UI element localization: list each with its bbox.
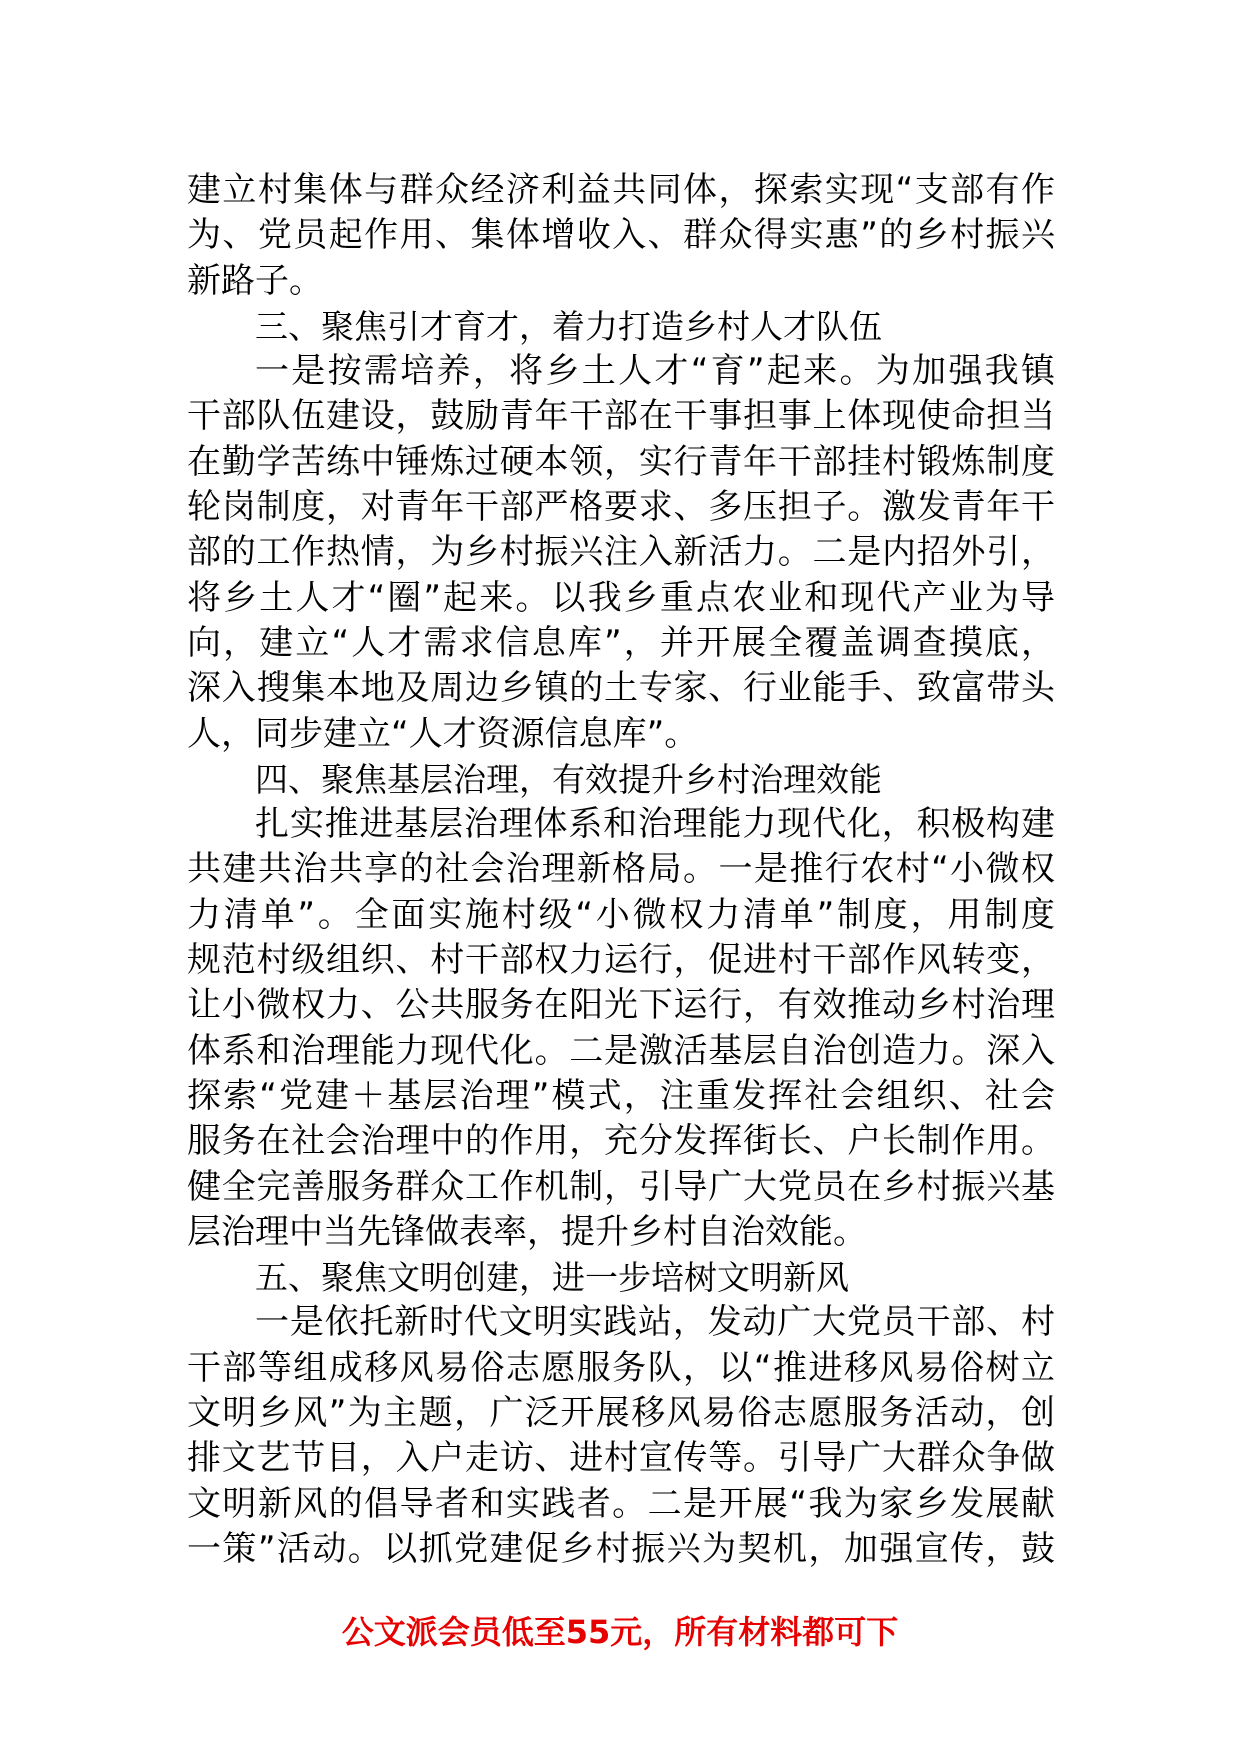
body-line-13: 人，同步建立“人才资源信息库”。 (187, 713, 699, 754)
body-line-21: 探索“党建＋基层治理”模式，注重发挥社会组织、社会 (187, 1075, 1055, 1116)
body-line-19: 让小微权力、公共服务在阳光下运行，有效推动乡村治理 (187, 985, 1055, 1026)
section-heading-5: 五、聚焦文明创建，进一步培树文明新风 (255, 1258, 849, 1298)
body-line-30: 文明新风的倡导者和实践者。二是开展“我为家乡发展献 (187, 1483, 1055, 1524)
body-line-15: 扎实推进基层治理体系和治理能力现代化，积极构建 (255, 804, 1055, 845)
body-line-12: 深入搜集本地及周边乡镇的土专家、行业能手、致富带头 (187, 668, 1055, 709)
section-heading-3: 三、聚焦引才育才，着力打造乡村人才队伍 (255, 306, 882, 346)
promo-footer-note: 公文派会员低至55元，所有材料都可下 (341, 1613, 899, 1651)
body-line-9: 部的工作热情，为乡村振兴注入新活力。二是内招外引， (187, 532, 1055, 573)
body-line-27: 干部等组成移风易俗志愿服务队，以“推进移风易俗树立 (187, 1347, 1055, 1388)
body-line-17: 力清单”。全面实施村级“小微权力清单”制度，用制度 (187, 894, 1055, 935)
body-line-31: 一策”活动。以抓党建促乡村振兴为契机，加强宣传，鼓 (187, 1528, 1055, 1569)
body-line-26: 一是依托新时代文明实践站，发动广大党员干部、村 (255, 1302, 1055, 1343)
body-line-6: 干部队伍建设，鼓励青年干部在干事担事上体现使命担当 (187, 396, 1055, 437)
body-line-3: 新路子。 (187, 260, 323, 301)
section-heading-4: 四、聚焦基层治理，有效提升乡村治理效能 (255, 759, 882, 799)
body-line-7: 在勤学苦练中锤炼过硬本领，实行青年干部挂村锻炼制度 (187, 441, 1055, 482)
body-line-2: 为、党员起作用、集体增收入、群众得实惠”的乡村振兴 (187, 215, 1055, 256)
document-body (187, 168, 1055, 1572)
body-line-23: 健全完善服务群众工作机制，引导广大党员在乡村振兴基 (187, 1166, 1055, 1207)
body-line-24: 层治理中当先锋做表率，提升乡村自治效能。 (187, 1211, 867, 1252)
body-line-11: 向，建立“人才需求信息库”，并开展全覆盖调查摸底， (187, 622, 1055, 663)
body-line-10: 将乡土人才“圈”起来。以我乡重点农业和现代产业为导 (187, 577, 1055, 618)
body-line-22: 服务在社会治理中的作用，充分发挥街长、户长制作用。 (187, 1121, 1055, 1162)
body-line-28: 文明乡风”为主题，广泛开展移风易俗志愿服务活动，创 (187, 1393, 1055, 1434)
body-line-20: 体系和治理能力现代化。二是激活基层自治创造力。深入 (187, 1030, 1055, 1071)
body-line-8: 轮岗制度，对青年干部严格要求、多压担子。激发青年干 (187, 487, 1055, 528)
body-line-5: 一是按需培养，将乡土人才“育”起来。为加强我镇 (255, 351, 1055, 392)
body-line-16: 共建共治共享的社会治理新格局。一是推行农村“小微权 (187, 849, 1055, 890)
body-line-18: 规范村级组织、村干部权力运行，促进村干部作风转变， (187, 940, 1055, 981)
body-line-1: 建立村集体与群众经济利益共同体，探索实现“支部有作 (187, 170, 1055, 210)
body-line-29: 排文艺节目，入户走访、进村宣传等。引导广大群众争做 (187, 1438, 1055, 1479)
